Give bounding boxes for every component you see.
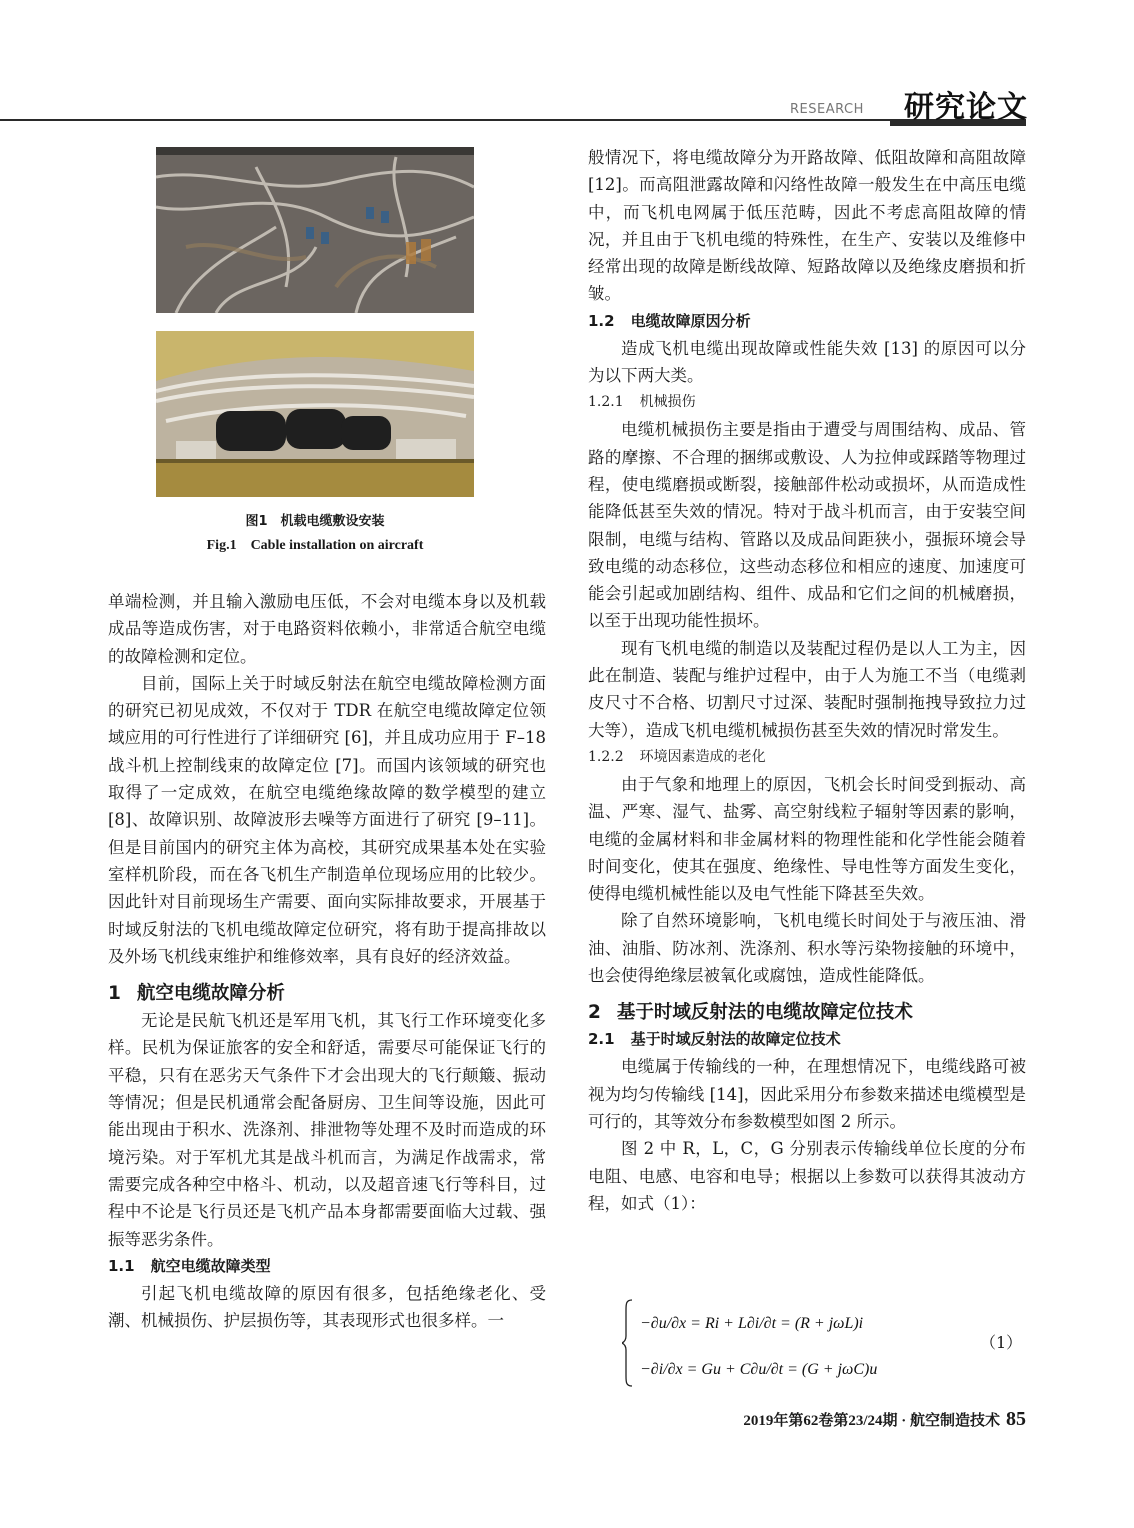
page-footer [628,1408,1026,1431]
subsection-heading [108,1253,546,1280]
subsubsection-title: 机械损伤 [639,394,696,411]
subsection-title: 基于时域反射法的故障定位技术 [630,1030,841,1049]
paragraph: 电缆机械损伤主要是指由于遭受与周围结构、成品、管路的摩擦、不合理的捆绑或敷设、人为拉伸或踩踏等物理过程，使电缆磨损或断裂，接触部件松动或损坏，从而造成性能降低甚至失效的情况。特对于战斗机而言，由于安装空间限制，电缆与结构、管路以及成品间距狭小，强振环境会导致电缆的动态移位，这些动态移位和相应的速度、加速度可能会引起或加剧结构、组件、成品和它们之间的机械磨损，以至于出现功能性损坏。 [588,420,1026,631]
subsubsection-number: 1.2.1 [588,394,624,411]
section-number: 1 [108,983,121,1005]
paragraph: 引起飞机电缆故障的原因有很多，包括绝缘老化、受潮、机械损伤、护层损伤等，其表现形式也很多样。一 [108,1283,546,1331]
paragraph: 般情况下，将电缆故障分为开路故障、低阻故障和高阻故障 [12]。而高阻泄露故障和闪络性故障一般发生在中高压电缆中，而飞机电网属于低压范畴，因此不考虑高阻故障的情况，并且由于飞机电缆的特殊性，在生产、安装以及维修中经常出现的故障是断线故障、短路故障以及绝缘皮磨损和折皱。 [588,148,1026,304]
paragraph: 电缆属于传输线的一种，在理想情况下，电缆线路可被视为均匀传输线 [14]，因此采用分布参数来描述电缆模型是可行的，其等效分布参数模型如图 2 所示。 [588,1057,1026,1131]
section-number: 2 [588,1002,601,1024]
subsection-number: 2.1 [588,1030,615,1049]
right-column [588,144,1026,1217]
subsubsection-heading [588,744,1026,771]
paragraph: 现有飞机电缆的制造以及装配过程仍是以人工为主，因此在制造、装配与维护过程中，由于人为施工不当（电缆剥皮尺寸不合格、切割尺寸过深、装配时强制拖拽导致拉力过大等），造成飞机电缆机械损伤甚至失效的情况时常发生。 [588,638,1026,740]
cable-harness-photo-top [156,147,474,313]
equation-number: （1） [980,1333,1023,1352]
section-title: 航空电缆故障分析 [136,983,285,1005]
subsection-number: 1.1 [108,1256,135,1275]
journal-info: 2019年第62卷第23/24期 · 航空制造技术 [743,1413,1000,1429]
header-section-title: 研究论文 [904,90,1028,125]
paragraph: 目前，国际上关于时域反射法在航空电缆故障检测方面的研究已初见成效，不仅对于 TDR 在航空电缆故障定位领域应用的可行性进行了详细研究 [6]，并且成功应用于 F–18 战斗机上控制线束的故障定位 [7]。而国内该领域的研究也取得了一定成效，在航空电缆绝缘故障的数学模型的建立 [8]、故障识别、故障波形去噪等方面进行了研究 [9–11]。但是目前国内的研究主体为高校，其研究成果基本处在实验室样机阶段，而在各飞机生产制造单位现场应用的比较少。因此针对目前现场生产需要、面向实际排故要求，开展基于时域反射法的飞机电缆故障定位研究，将有助于提高排故以及外场飞机线束维护和维修效率，具有良好的经济效益。 [108,673,546,966]
section-title: 基于时域反射法的电缆故障定位技术 [616,1002,913,1024]
header-rule [0,119,1024,121]
cable-harness-photo-bottom [156,331,474,497]
section-heading [588,999,1026,1026]
figure-caption-cn: 图1 机载电缆敷设安装 [245,514,385,529]
subsection-heading [588,1026,1026,1053]
page-number: 85 [1006,1408,1026,1430]
subsection-heading [588,308,1026,335]
equation-line-2: −∂i/∂x = Gu + C∂u/∂t = (G + jωC)u [640,1361,878,1378]
equation-line-1: −∂u/∂x = Ri + L∂i/∂t = (R + jωL)i [640,1315,864,1332]
paragraph: 无论是民航飞机还是军用飞机，其飞行工作环境变化多样。民机为保证旅客的安全和舒适，需要尽可能保证飞行的平稳，只有在恶劣天气条件下才会出现大的飞行颠簸、振动等情况；但是民机通常会配备厨房、卫生间等设施，因此可能出现由于积水、洗涤剂、排泄物等处理不及时而造成的环境污染。对于军机尤其是战斗机而言，为满足作战需求，常需要完成各种空中格斗、机动，以及超音速飞行等科目，过程中不论是飞行员还是飞机产品本身都需要面临大过载、强振等恶劣条件。 [108,1011,546,1249]
paragraph: 除了自然环境影响，飞机电缆长时间处于与液压油、滑油、油脂、防冰剂、洗涤剂、积水等污染物接触的环境中，也会使得绝缘层被氧化或腐蚀，造成性能降低。 [588,911,1026,986]
subsection-title: 电缆故障原因分析 [630,311,751,330]
subsubsection-title: 环境因素造成的老化 [639,748,766,765]
header-research-label: RESEARCH [790,102,864,117]
wave-equation [622,1296,922,1390]
section-heading [108,980,546,1007]
subsection-title: 航空电缆故障类型 [150,1256,271,1275]
paragraph: 由于气象和地理上的原因，飞机会长时间受到振动、高温、严寒、湿气、盐雾、高空射线粒子辐射等因素的影响，电缆的金属材料和非金属材料的物理性能和化学性能会随着时间变化，使其在强度、绝缘性、导电性等方面发生变化，使得电缆机械性能以及电气性能下降甚至失效。 [588,774,1026,904]
left-column [108,588,546,1334]
subsubsection-heading [588,389,1026,416]
subsubsection-number: 1.2.2 [588,748,624,765]
paragraph: 图 2 中 R，L，C，G 分别表示传输线单位长度的分布电阻、电感、电容和电导；根据以上参数可以获得其波动方程，如式（1）： [588,1139,1026,1213]
subsection-number: 1.2 [588,311,615,330]
figure-caption-en: Fig.1 Cable installation on aircraft [206,538,424,553]
paragraph: 造成飞机电缆出现故障或性能失效 [13] 的原因可以分为以下两大类。 [588,338,1026,386]
paragraph: 单端检测，并且输入激励电压低，不会对电缆本身以及机载成品等造成伤害，对于电路资料依赖小，非常适合航空电缆的故障检测和定位。 [108,592,546,666]
